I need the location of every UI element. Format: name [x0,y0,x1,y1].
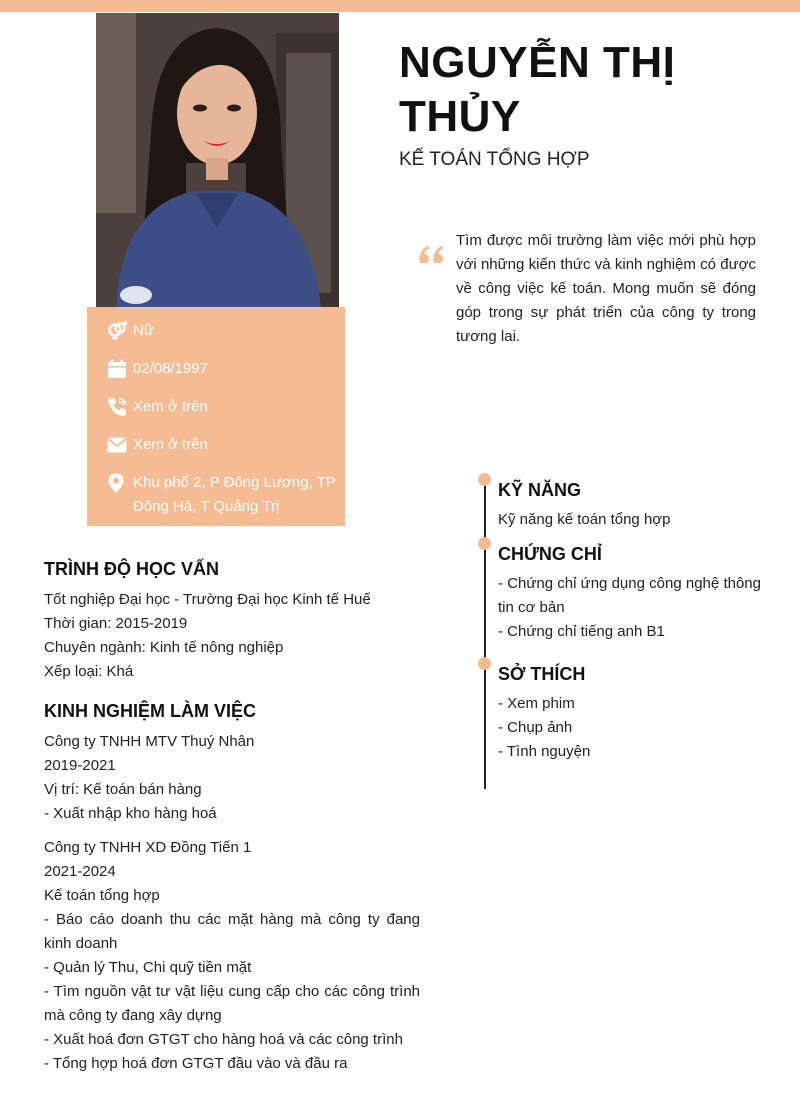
job-company: Công ty TNHH MTV Thuý Nhân [44,733,255,750]
education-line: Xếp loại: Khá [44,663,134,680]
experience-title: KINH NGHIỆM LÀM VIỆC [44,701,257,721]
quote-icon [418,216,448,252]
objective-line: ty trong tương lai. [456,304,757,345]
mail-icon [107,433,129,457]
job-task: - Xuất hoá đơn GTGT cho hàng hoá và các công trình [44,1031,403,1048]
education-line: Tốt nghiệp Đại học - Trường Đại học Kinh tế Huế [44,591,371,608]
profile-photo [96,13,339,307]
skills-line: Kỹ năng kế toán tổng hợp [498,511,671,528]
name-line-1: NGUYỄN THỊ [399,38,676,87]
job-task-line: - Báo cáo doanh thu các mặt hàng mà công ty đang [44,911,420,928]
full-name [399,36,779,144]
certificate-line: thông tin cơ bản [498,575,761,616]
job-task-line: - Tìm nguồn vật tư vật liệu cung cấp cho các công [44,983,386,1000]
calendar-icon [107,357,129,381]
birthday-row [107,357,343,381]
birthday-value: 02/08/1997 [133,360,209,377]
objective-line: hợp với những kiến thức và kinh nghiệm [456,232,756,273]
hobbies-title: SỞ THÍCH [498,664,586,684]
hobby-item: - Tình nguyện [498,743,591,760]
email-value: Xem ở trên [133,436,208,453]
education-line: Thời gian: 2015-2019 [44,615,188,632]
certificate-item: - Chứng chỉ tiếng anh B1 [498,623,665,640]
gender-value: Nữ [133,322,154,339]
gender-icon [107,319,129,343]
timeline-dot [478,537,491,550]
timeline-dot [478,473,491,486]
job-task: - Quản lý Thu, Chi quỹ tiền mặt [44,959,252,976]
profile-photo-illustration [96,13,339,307]
certificate-line: - Chứng chỉ ứng dụng công nghệ [498,575,720,592]
certificates-title: CHỨNG CHỈ [498,544,602,564]
objective-line: có được về công việc kế toán. Mong muốn [456,256,756,297]
personal-info-box [87,307,345,526]
top-accent-bar [0,0,800,12]
education-line: Chuyên ngành: Kinh tế nông nghiệp [44,639,284,656]
address-line-1: Khu phố 2, P Đông Lương, TP [133,474,336,491]
job-position: Kế toán tổng hợp [44,887,160,904]
job-task: - Tổng hợp hoá đơn GTGT đầu vào và đầu ra [44,1055,348,1072]
objective-line: sẽ đóng góp trong sự phát triển của công [456,280,756,321]
job-task [44,908,420,956]
gender-row [107,319,343,343]
phone-value: Xem ở trên [133,398,208,415]
certificate-item [498,572,761,620]
job-title: KẾ TOÁN TỔNG HỢP [399,149,590,170]
job-task-line: kinh doanh [44,935,118,952]
address-row [107,471,343,519]
objective-line: Tìm được môi trường làm việc mới phù [456,232,725,249]
name-line-2: THỦY [399,92,521,141]
skills-title: KỸ NĂNG [498,480,582,500]
phone-icon [107,395,129,419]
career-objective [456,229,756,349]
job-task: - Xuất nhập kho hàng hoá [44,805,217,822]
timeline-dot [478,657,491,670]
job-position: Vị trí: Kế toán bán hàng [44,781,202,798]
hobby-item: - Xem phim [498,695,575,712]
address-line-2: Đông Hà, T Quảng Trị [133,498,280,515]
address-value [129,471,336,519]
job-period: 2021-2024 [44,863,116,880]
hobby-item: - Chụp ảnh [498,719,573,736]
job-task-line: trình mà công ty đang xây dựng [44,983,420,1024]
job-task [44,980,420,1028]
email-row [107,433,343,457]
phone-row [107,395,343,419]
job-company: Công ty TNHH XD Đồng Tiến 1 [44,839,252,856]
education-title: TRÌNH ĐỘ HỌC VẤN [44,559,219,579]
location-pin-icon [107,471,129,495]
timeline-line [484,480,486,789]
job-period: 2019-2021 [44,757,116,774]
